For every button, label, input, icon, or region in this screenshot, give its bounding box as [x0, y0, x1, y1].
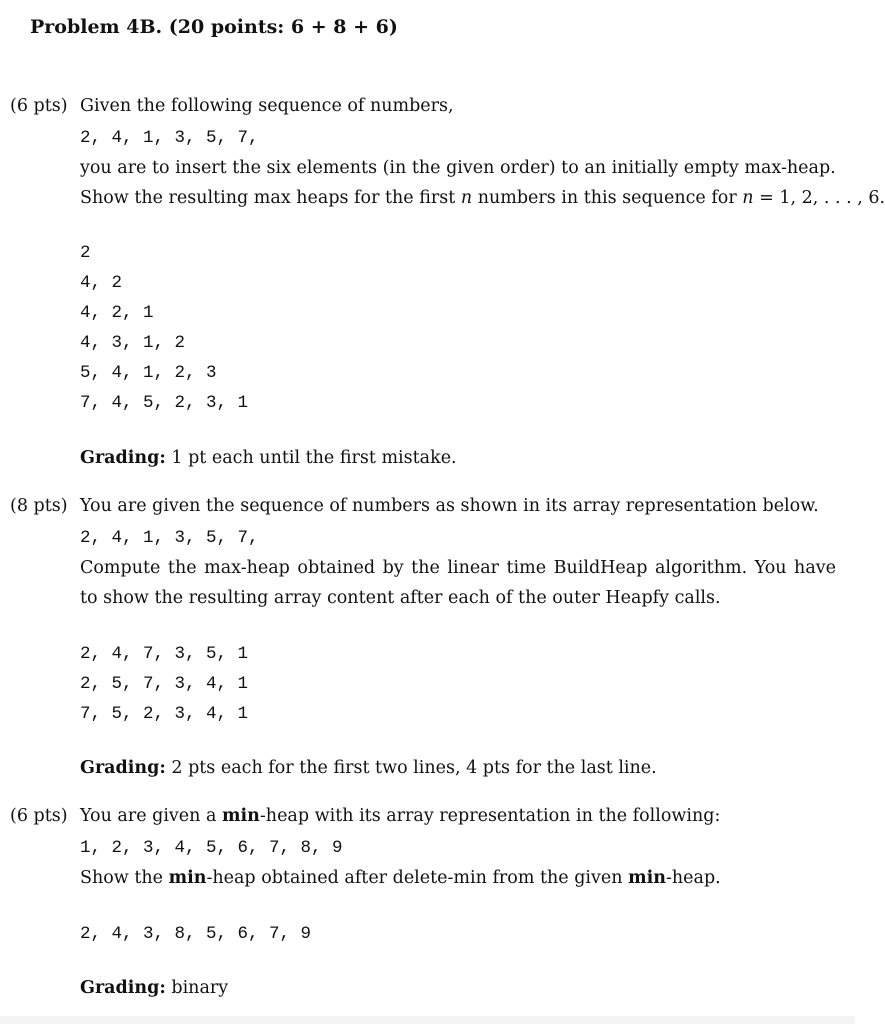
part2-intro: You are given the sequence of numbers as shown in its array representation below.: [80, 496, 819, 516]
part2-answer-line: 7, 5, 2, 3, 4, 1: [80, 704, 249, 724]
part1-line1: you are to insert the six elements (in the given order) to an initially empty max-heap.: [80, 158, 836, 178]
part1-answer-line: 4, 3, 1, 2: [80, 333, 186, 353]
part3-answer-line: 2, 4, 3, 8, 5, 6, 7, 9: [80, 924, 312, 944]
part3-intro: You are given a min-heap with its array representation in the following:: [80, 806, 721, 826]
part1-answer-line: 2: [80, 243, 91, 263]
part1-points: (6 pts): [10, 96, 68, 116]
part1-answer-line: 4, 2, 1: [80, 303, 154, 323]
problem-title: Problem 4B. (20 points: 6 + 8 + 6): [30, 16, 398, 38]
part2-grading: Grading: 2 pts each for the first two lines, 4 pts for the last line.: [80, 758, 657, 778]
part2-line1: Compute the max-heap obtained by the linear time BuildHeap algorithm. You have: [80, 558, 836, 578]
part2-sequence: 2, 4, 1, 3, 5, 7,: [80, 528, 259, 548]
bottom-edge: [0, 1016, 855, 1024]
part1-line2: Show the resulting max heaps for the first n numbers in this sequence for n = 1, 2, . . . , 6.: [80, 188, 885, 208]
part1-answer-line: 5, 4, 1, 2, 3: [80, 363, 217, 383]
part2-answer-line: 2, 4, 7, 3, 5, 1: [80, 644, 249, 664]
part1-intro: Given the following sequence of numbers,: [80, 96, 454, 116]
part3-sequence: 1, 2, 3, 4, 5, 6, 7, 8, 9: [80, 838, 343, 858]
part1-grading: Grading: 1 pt each until the first mistake.: [80, 448, 457, 468]
part3-line1: Show the min-heap obtained after delete-min from the given min-heap.: [80, 868, 721, 888]
part1-answer-line: 4, 2: [80, 273, 123, 293]
part1-answer-line: 7, 4, 5, 2, 3, 1: [80, 393, 249, 413]
part1-sequence: 2, 4, 1, 3, 5, 7,: [80, 128, 259, 148]
part2-answer-line: 2, 5, 7, 3, 4, 1: [80, 674, 249, 694]
part3-points: (6 pts): [10, 806, 68, 826]
part3-grading: Grading: binary: [80, 978, 229, 998]
part2-points: (8 pts): [10, 496, 68, 516]
part2-line2: to show the resulting array content after each of the outer Heapfy calls.: [80, 588, 721, 608]
